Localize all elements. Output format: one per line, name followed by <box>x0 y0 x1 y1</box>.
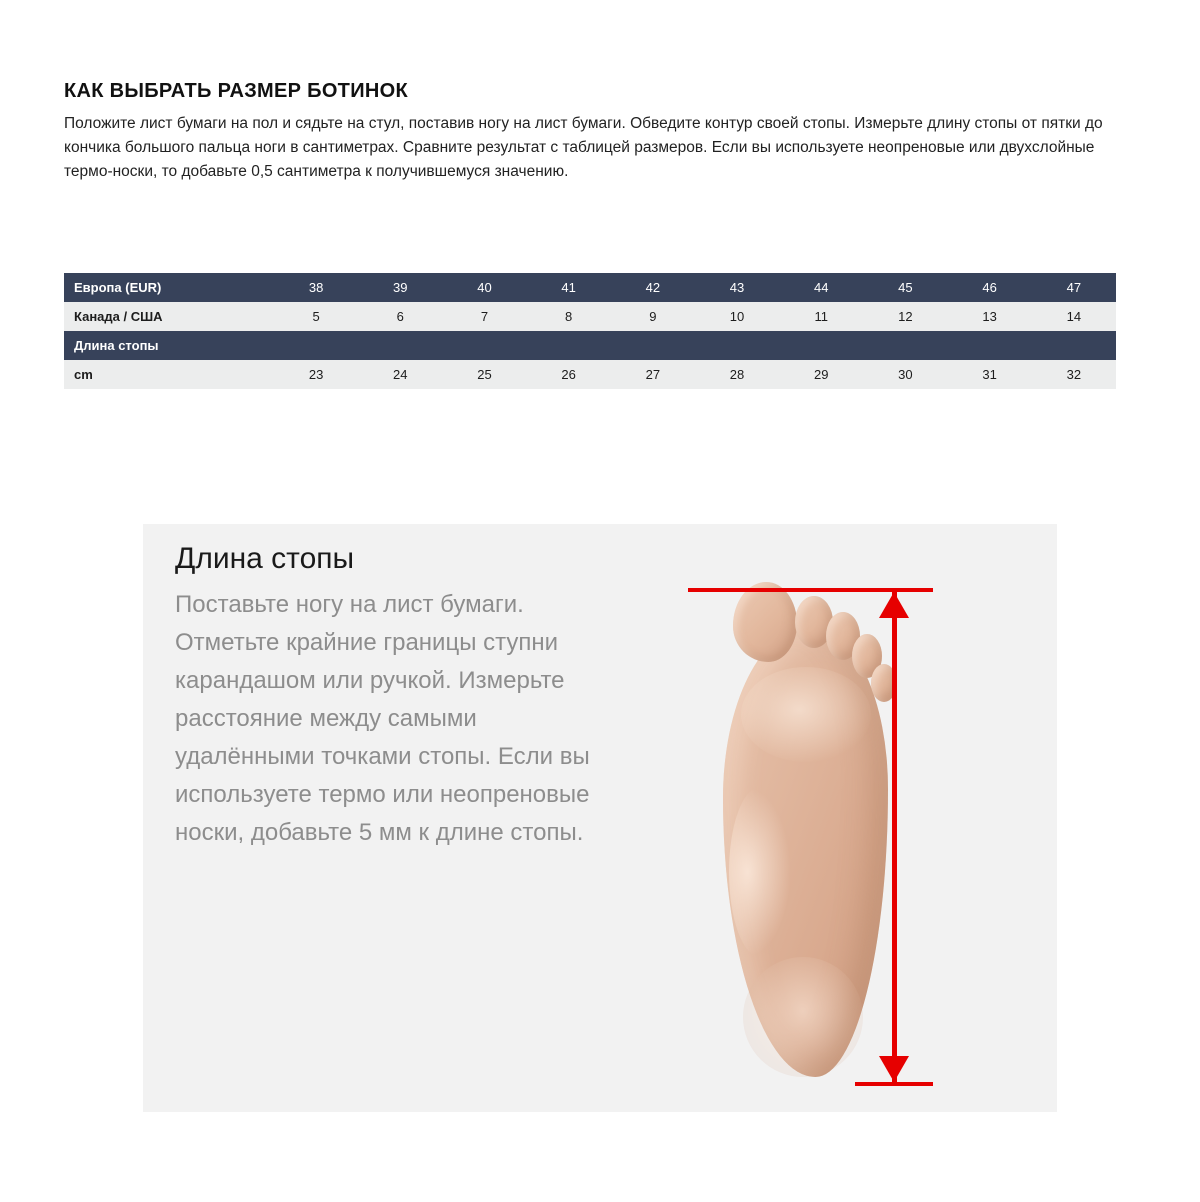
row-label: cm <box>64 360 274 389</box>
table-row <box>64 360 1116 389</box>
measure-bottom-guide-line <box>855 1082 933 1086</box>
table-cell: 11 <box>779 302 863 331</box>
table-cell: 13 <box>948 302 1032 331</box>
table-cell: 25 <box>442 360 526 389</box>
table-cell: 27 <box>611 360 695 389</box>
table-cell: 9 <box>611 302 695 331</box>
table-section-row <box>64 331 1116 360</box>
foot-arch-highlight <box>729 787 791 957</box>
foot-heel-highlight <box>743 957 863 1077</box>
table-cell: 45 <box>863 273 947 302</box>
measure-arrow-down-icon <box>879 1056 909 1082</box>
table-cell: 12 <box>863 302 947 331</box>
table-cell: 10 <box>695 302 779 331</box>
table-cell: 38 <box>274 273 358 302</box>
table-cell: 39 <box>358 273 442 302</box>
intro-paragraph: Положите лист бумаги на пол и сядьте на стул, поставив ногу на лист бумаги. Обведите контур своей стопы. Измерьте длину стопы от пятки до кончика большого пальца ноги в сантиметрах. Сравните результат с таблицей размеров. Если вы используете неопреновые или двухслойные термо-носки, то добавьте 0,5 сантиметра к получившемуся значению. <box>64 115 1103 180</box>
row-label: Канада / США <box>64 302 274 331</box>
table-cell: 31 <box>948 360 1032 389</box>
foot-ball-highlight <box>741 667 871 762</box>
panel-title: Длина стопы <box>175 542 355 575</box>
table-cell: 46 <box>948 273 1032 302</box>
table-cell: 6 <box>358 302 442 331</box>
table-cell: 14 <box>1032 302 1116 331</box>
table-row <box>64 273 1116 302</box>
table-cell: 40 <box>442 273 526 302</box>
size-chart-table <box>64 273 1116 389</box>
panel-description: Поставьте ногу на лист бумаги. Отметьте крайние границы ступни карандашом или ручкой. Измерьте расстояние между самыми удалёнными точками стопы. Если вы используете термо или неопреновые носки, добавьте 5 мм к длине стопы. <box>175 591 590 846</box>
big-toe-shape <box>733 582 797 662</box>
table-cell: 47 <box>1032 273 1116 302</box>
table-cell: 28 <box>695 360 779 389</box>
row-label: Европа (EUR) <box>64 273 274 302</box>
intro-block <box>64 80 1114 184</box>
foot-length-panel <box>143 524 1057 1112</box>
table-row <box>64 302 1116 331</box>
table-cell: 42 <box>611 273 695 302</box>
table-cell: 24 <box>358 360 442 389</box>
section-label: Длина стопы <box>64 331 1116 360</box>
measure-arrow-up-icon <box>879 592 909 618</box>
table-cell: 32 <box>1032 360 1116 389</box>
table-cell: 26 <box>527 360 611 389</box>
size-chart-body <box>64 273 1116 389</box>
table-cell: 7 <box>442 302 526 331</box>
table-cell: 44 <box>779 273 863 302</box>
foot-measurement-illustration <box>673 544 1033 1096</box>
table-cell: 30 <box>863 360 947 389</box>
table-cell: 43 <box>695 273 779 302</box>
measure-arrow-line <box>892 590 897 1082</box>
table-cell: 5 <box>274 302 358 331</box>
table-cell: 23 <box>274 360 358 389</box>
page-title: КАК ВЫБРАТЬ РАЗМЕР БОТИНОК <box>64 80 408 102</box>
table-cell: 41 <box>527 273 611 302</box>
table-cell: 8 <box>527 302 611 331</box>
table-cell: 29 <box>779 360 863 389</box>
